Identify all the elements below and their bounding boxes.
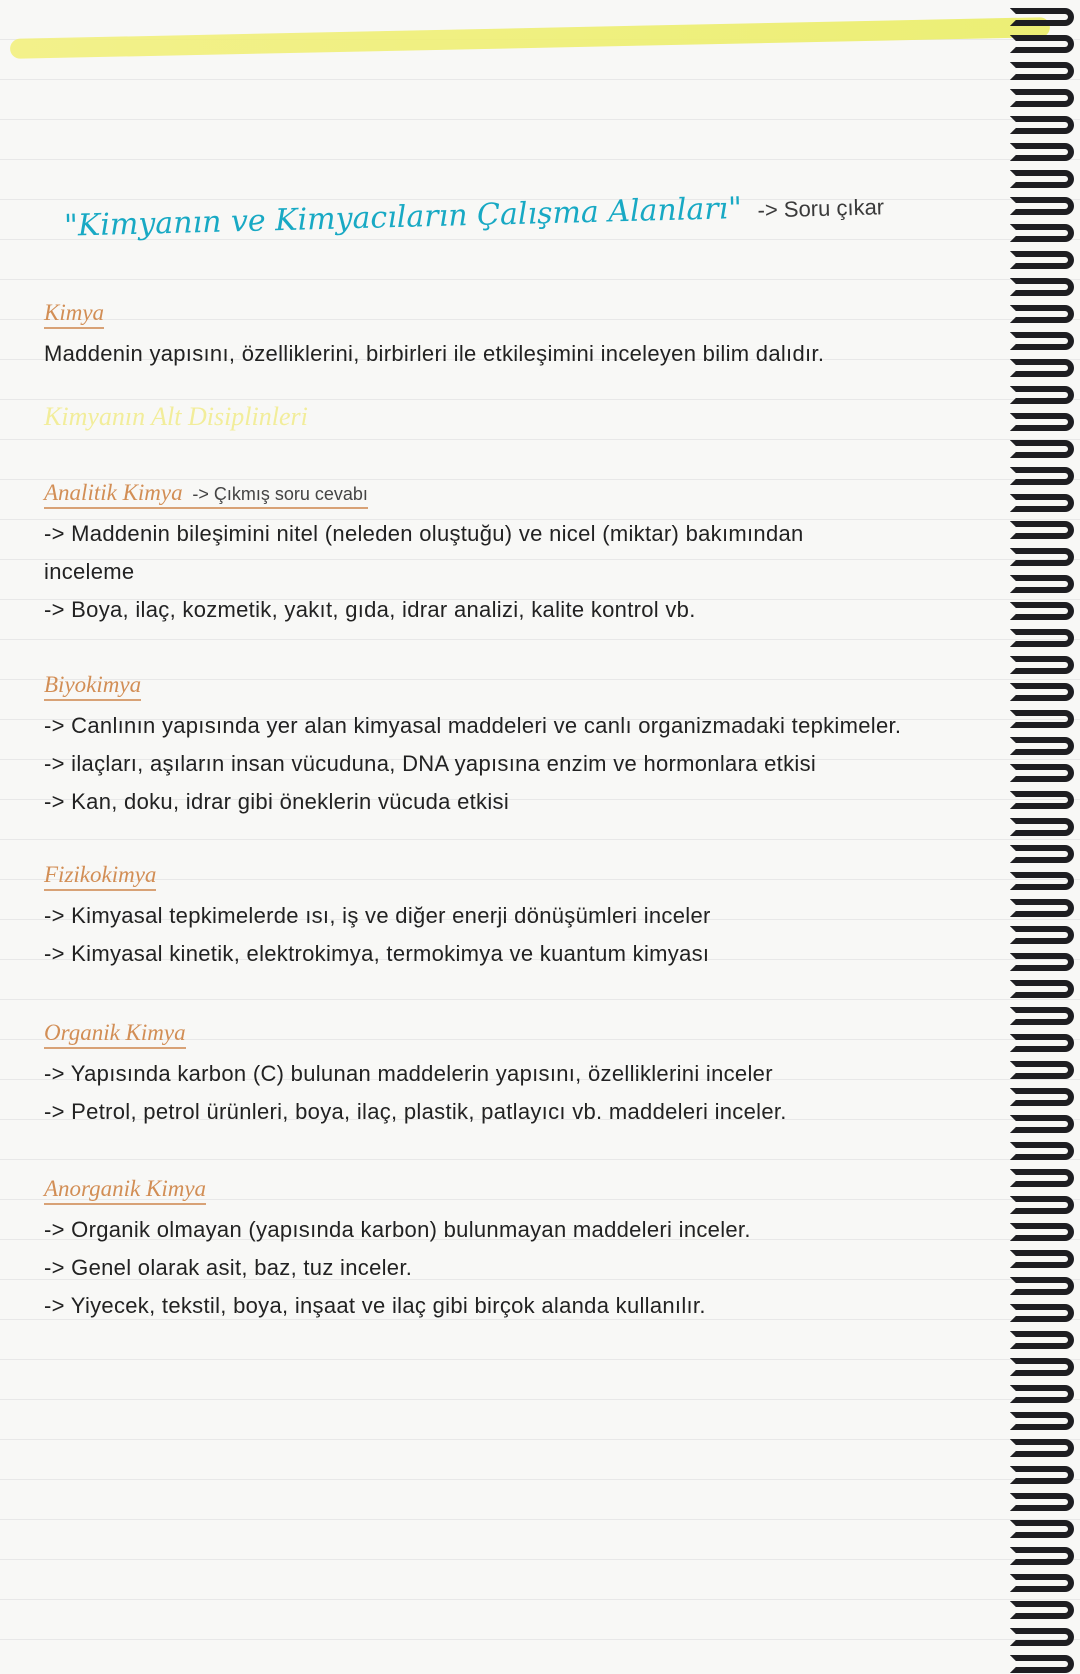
- section-heading: Anorganik Kimya: [44, 1176, 206, 1205]
- spiral-coil: [1010, 548, 1074, 566]
- section-analitik-kimya: [44, 480, 964, 629]
- spiral-coil: [1010, 332, 1074, 350]
- section-line: -> Genel olarak asit, baz, tuz inceler.: [44, 1255, 413, 1280]
- spiral-coil: [1010, 1358, 1074, 1376]
- heading-text: Analitik Kimya: [44, 480, 183, 505]
- spiral-coil: [1010, 845, 1074, 863]
- spiral-coil: [1010, 764, 1074, 782]
- section-line: inceleme: [44, 559, 135, 584]
- section-alt-disiplinler: [44, 402, 964, 432]
- spiral-coil: [1010, 629, 1074, 647]
- section-heading: Fizikokimya: [44, 862, 156, 891]
- spiral-coil: [1010, 467, 1074, 485]
- spiral-coil: [1010, 359, 1074, 377]
- spiral-coil: [1010, 1088, 1074, 1106]
- spiral-binding: [1002, 0, 1080, 1674]
- spiral-coil: [1010, 683, 1074, 701]
- section-line: -> Kan, doku, idrar gibi öneklerin vücuda etkisi: [44, 789, 510, 814]
- spiral-coil: [1010, 1169, 1074, 1187]
- spiral-coil: [1010, 575, 1074, 593]
- spiral-coil: [1010, 791, 1074, 809]
- spiral-coil: [1010, 197, 1074, 215]
- spiral-coil: [1010, 35, 1074, 53]
- section-fizikokimya: [44, 862, 964, 973]
- spiral-coil: [1010, 1277, 1074, 1295]
- spiral-coil: [1010, 1196, 1074, 1214]
- section-biyokimya: [44, 672, 964, 821]
- spiral-coil: [1010, 1115, 1074, 1133]
- spiral-coil: [1010, 251, 1074, 269]
- spiral-coil: [1010, 1628, 1074, 1646]
- spiral-coil: [1010, 1034, 1074, 1052]
- spiral-coil: [1010, 1385, 1074, 1403]
- spiral-coil: [1010, 1601, 1074, 1619]
- spiral-coil: [1010, 926, 1074, 944]
- section-line: -> Yiyecek, tekstil, boya, inşaat ve ilaç gibi birçok alanda kullanılır.: [44, 1293, 706, 1318]
- spiral-coil: [1010, 62, 1074, 80]
- spiral-coil: [1010, 1493, 1074, 1511]
- spiral-coil: [1010, 710, 1074, 728]
- section-line: -> Boya, ilaç, kozmetik, yakıt, gıda, idrar analizi, kalite kontrol vb.: [44, 597, 696, 622]
- spiral-coil: [1010, 521, 1074, 539]
- spiral-coil: [1010, 494, 1074, 512]
- spiral-coil: [1010, 872, 1074, 890]
- spiral-coil: [1010, 143, 1074, 161]
- spiral-coil: [1010, 899, 1074, 917]
- section-line: -> Canlının yapısında yer alan kimyasal maddeleri ve canlı organizmadaki tepkimeler.: [44, 713, 902, 738]
- spiral-coil: [1010, 656, 1074, 674]
- spiral-coil: [1010, 413, 1074, 431]
- section-line: -> Kimyasal tepkimelerde ısı, iş ve diğer enerji dönüşümleri inceler: [44, 903, 711, 928]
- spiral-coil: [1010, 1331, 1074, 1349]
- spiral-coil: [1010, 980, 1074, 998]
- section-line: -> ilaçları, aşıların insan vücuduna, DNA yapısına enzim ve hormonlara etkisi: [44, 751, 817, 776]
- spiral-coil: [1010, 1223, 1074, 1241]
- spiral-coil: [1010, 8, 1074, 26]
- spiral-coil: [1010, 1061, 1074, 1079]
- spiral-coil: [1010, 305, 1074, 323]
- spiral-coil: [1010, 602, 1074, 620]
- heading-note: -> Çıkmış soru cevabı: [192, 484, 368, 504]
- section-anorganik-kimya: [44, 1176, 964, 1325]
- section-line: -> Organik olmayan (yapısında karbon) bulunmayan maddeleri inceler.: [44, 1217, 751, 1242]
- section-kimya: [44, 300, 964, 373]
- spiral-coil: [1010, 1547, 1074, 1565]
- title-note: -> Soru çıkar: [757, 194, 885, 223]
- section-line: -> Yapısında karbon (C) bulunan maddelerin yapısını, özelliklerini inceler: [44, 1061, 773, 1086]
- spiral-coil: [1010, 818, 1074, 836]
- spiral-coil: [1010, 440, 1074, 458]
- title-text: "Kimyanın ve Kimyacıların Çalışma Alanları": [63, 190, 743, 244]
- section-heading: Kimya: [44, 300, 104, 329]
- spiral-coil: [1010, 737, 1074, 755]
- section-organik-kimya: [44, 1020, 964, 1131]
- section-line: Maddenin yapısını, özelliklerini, birbirleri ile etkileşimini inceleyen bilim dalıdır.: [44, 341, 825, 366]
- spiral-coil: [1010, 1007, 1074, 1025]
- spiral-coil: [1010, 89, 1074, 107]
- section-line: -> Maddenin bileşimini nitel (neleden oluştuğu) ve nicel (miktar) bakımından: [44, 521, 804, 546]
- spiral-coil: [1010, 1250, 1074, 1268]
- section-heading: Kimyanın Alt Disiplinleri: [44, 402, 308, 431]
- spiral-coil: [1010, 1466, 1074, 1484]
- spiral-coil: [1010, 116, 1074, 134]
- section-heading: [44, 480, 368, 509]
- spiral-coil: [1010, 953, 1074, 971]
- spiral-coil: [1010, 170, 1074, 188]
- spiral-coil: [1010, 278, 1074, 296]
- spiral-coil: [1010, 1142, 1074, 1160]
- spiral-coil: [1010, 1439, 1074, 1457]
- section-heading: Biyokimya: [44, 672, 141, 701]
- spiral-coil: [1010, 1655, 1074, 1673]
- page-title: [64, 187, 885, 243]
- spiral-coil: [1010, 386, 1074, 404]
- highlighter-stroke: [10, 17, 1050, 59]
- spiral-coil: [1010, 224, 1074, 242]
- spiral-coil: [1010, 1574, 1074, 1592]
- spiral-coil: [1010, 1304, 1074, 1322]
- section-heading: Organik Kimya: [44, 1020, 186, 1049]
- spiral-coil: [1010, 1412, 1074, 1430]
- section-line: -> Petrol, petrol ürünleri, boya, ilaç, plastik, patlayıcı vb. maddeleri inceler.: [44, 1099, 787, 1124]
- section-line: -> Kimyasal kinetik, elektrokimya, termokimya ve kuantum kimyası: [44, 941, 710, 966]
- spiral-coil: [1010, 1520, 1074, 1538]
